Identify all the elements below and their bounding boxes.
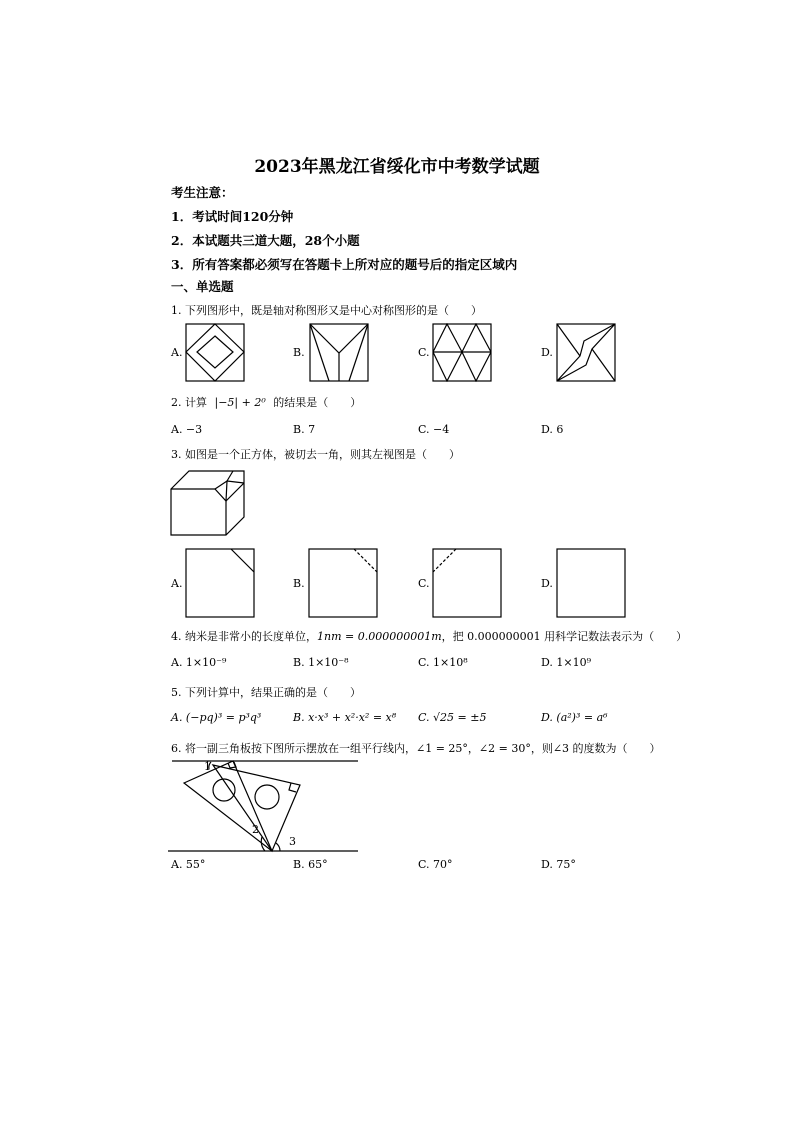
q4-option-a: A. 1×10⁻⁹ [171, 656, 227, 669]
q1-figure-c [432, 323, 492, 382]
q5-option-b: B. x·x³ + x²·x² = x⁸ [293, 711, 397, 724]
page-title: 2023年黑龙江省绥化市中考数学试题 [254, 157, 540, 177]
notice-item-3: 3．所有答案都必须写在答题卡上所对应的题号后的指定区域内 [171, 257, 518, 272]
question-6-stem: 6. 将一副三角板按下图所示摆放在一组平行线内，∠1 = 25°，∠2 = 30°，则∠3 的度数为（ ） [171, 742, 661, 755]
q4-option-d: D. 1×10⁹ [541, 656, 592, 669]
q6-angle-label-1: 1 [204, 760, 211, 773]
q1-label-c: C. [418, 346, 430, 359]
q6-angle-label-2: 2 [252, 823, 259, 836]
q3-view-a [185, 548, 256, 618]
q2-expression: |−5| + 2⁰ [214, 396, 266, 409]
q3-label-d: D. [541, 577, 553, 590]
notice-item-2: 2．本试题共三道大题，28个小题 [171, 233, 360, 248]
q1-figure-a [185, 323, 245, 382]
q4-option-b: B. 1×10⁻⁸ [293, 656, 349, 669]
question-3-stem: 3. 如图是一个正方体，被切去一角，则其左视图是（ ） [171, 448, 460, 461]
q2-option-c: C. −4 [418, 423, 450, 436]
q3-cube-figure [169, 469, 247, 537]
q1-label-d: D. [541, 346, 553, 359]
question-4-stem [171, 628, 687, 644]
q2-option-d: D. 6 [541, 423, 564, 436]
notice-heading: 考生注意： [171, 185, 234, 200]
q6-triangle-figure [168, 757, 360, 857]
q3-view-d [556, 548, 627, 618]
q6-option-c: C. 70° [418, 858, 453, 871]
q3-label-a: A. [171, 577, 183, 590]
question-1-stem: 1. 下列图形中，既是轴对称图形又是中心对称图形的是（ ） [171, 304, 482, 317]
question-2-stem [171, 394, 361, 410]
q4-option-c: C. 1×10⁸ [418, 656, 468, 669]
q3-label-c: C. [418, 577, 430, 590]
q1-label-a: A. [171, 346, 183, 359]
q2-stem-suffix: 的结果是（ ） [273, 396, 362, 409]
q2-option-a: A. −3 [171, 423, 203, 436]
q5-option-a: A. (−pq)³ = p³q³ [171, 711, 262, 724]
q3-label-b: B. [293, 577, 305, 590]
q3-view-c [432, 548, 503, 618]
q4-stem-part-3: ，把 0.000000001 用科学记数法表示为（ ） [441, 630, 688, 643]
q5-option-c: C. √25 = ±5 [418, 711, 487, 724]
q1-figure-d [556, 323, 616, 382]
question-5-stem: 5. 下列计算中，结果正确的是（ ） [171, 686, 361, 699]
q6-angle-label-3: 3 [289, 835, 296, 848]
q2-option-b: B. 7 [293, 423, 316, 436]
q2-stem-prefix: 2. 计算 [171, 396, 207, 409]
q6-triangle-left-hole [213, 779, 235, 801]
q4-stem-part-2: 1nm = 0.000000001m [317, 630, 442, 643]
q1-label-b: B. [293, 346, 305, 359]
q3-view-b [308, 548, 379, 618]
q6-option-b: B. 65° [293, 858, 328, 871]
q4-stem-part-1: 4. 纳米是非常小的长度单位， [171, 630, 317, 643]
q6-triangle-right [213, 765, 300, 851]
q1-figure-b [309, 323, 369, 382]
q6-option-d: D. 75° [541, 858, 576, 871]
q5-option-d: D. (a²)³ = a⁶ [541, 711, 608, 724]
q6-option-a: A. 55° [171, 858, 206, 871]
q6-triangle-right-hole [255, 785, 279, 809]
section-heading: 一、单选题 [171, 279, 234, 294]
notice-item-1: 1．考试时间120分钟 [171, 209, 294, 224]
